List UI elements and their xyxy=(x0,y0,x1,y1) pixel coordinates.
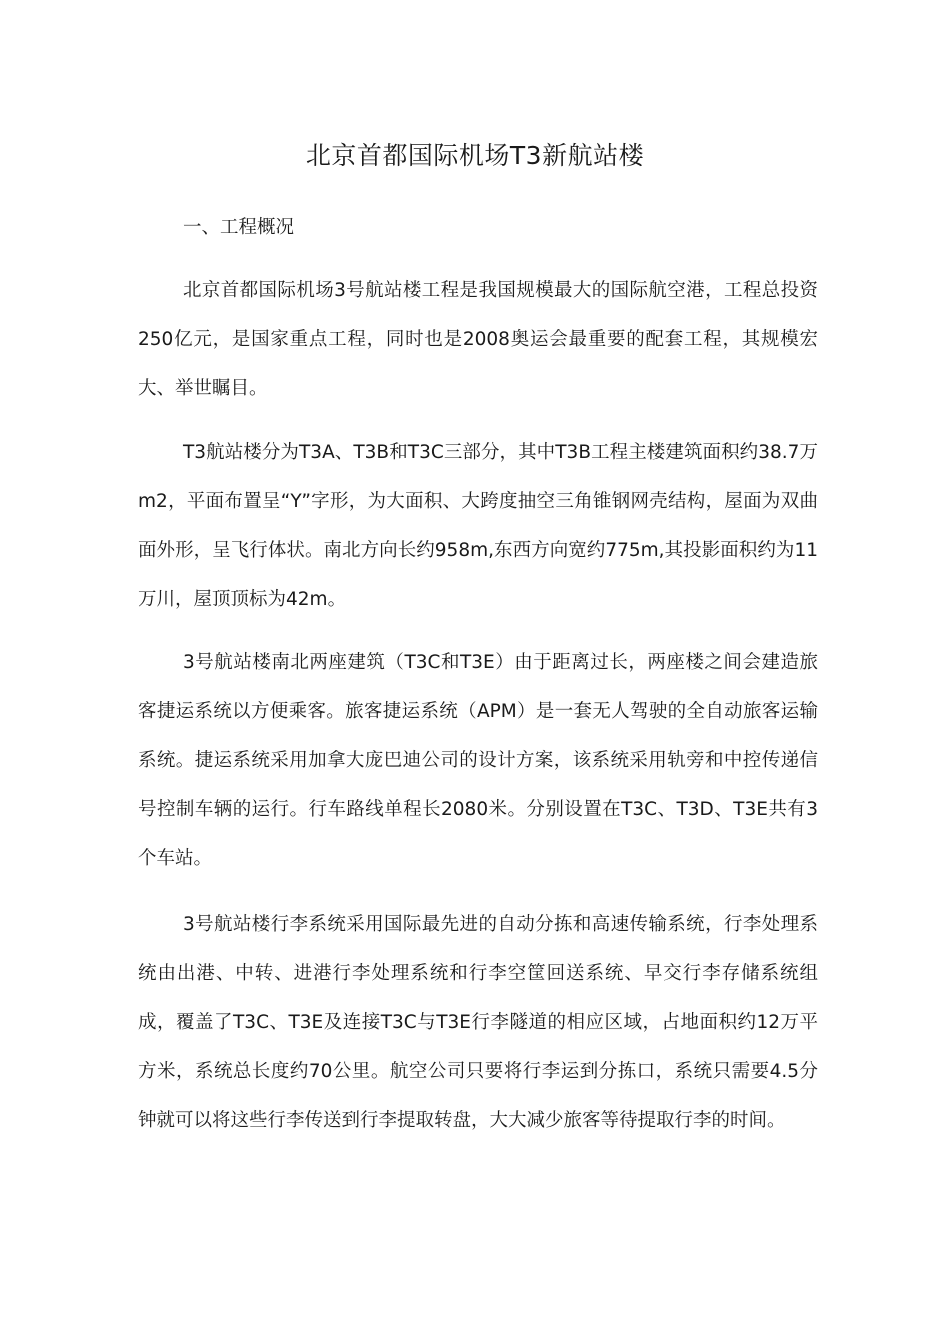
paragraph-apm-system: 3号航站楼南北两座建筑（T3C和T3E）由于距离过长，两座楼之间会建造旅客捷运系统以方便乘客。旅客捷运系统（APM）是一套无人驾驶的全自动旅客运输系统。捷运系统采用加拿大庞巴迪公司的设计方案，该系统采用轨旁和中控传递信号控制车辆的运行。行车路线单程长2080米。分别设置在T3C、T3D、T3E共有3个车站。 xyxy=(138,652,818,869)
paragraph-t3-structure: T3航站楼分为T3A、T3B和T3C三部分，其中T3B工程主楼建筑面积约38.7万m2，平面布置呈“Y”字形，为大面积、大跨度抽空三角锥钢网壳结构，屋面为双曲面外形，呈飞行体状。南北方向长约958m,东西方向宽约775m,其投影面积约为11万川，屋顶顶标为42m。 xyxy=(138,442,818,610)
paragraph-overview: 北京首都国际机场3号航站楼工程是我国规模最大的国际航空港，工程总投资250亿元，是国家重点工程，同时也是2008奥运会最重要的配套工程，其规模宏大、举世瞩目。 xyxy=(138,280,818,399)
document-title: 北京首都国际机场T3新航站楼 xyxy=(305,141,645,170)
section-heading: 一、工程概况 xyxy=(183,217,295,238)
paragraph-baggage-system: 3号航站楼行李系统采用国际最先进的自动分拣和高速传输系统，行李处理系统由出港、中转、进港行李处理系统和行李空筐回送系统、早交行李存储系统组成，覆盖了T3C、T3E及连接T3C与T3E行李隧道的相应区域，占地面积约12万平方米，系统总长度约70公里。航空公司只要将行李运到分拣口，系统只需要4.5分钟就可以将这些行李传送到行李提取转盘，大大减少旅客等待提取行李的时间。 xyxy=(138,914,818,1131)
